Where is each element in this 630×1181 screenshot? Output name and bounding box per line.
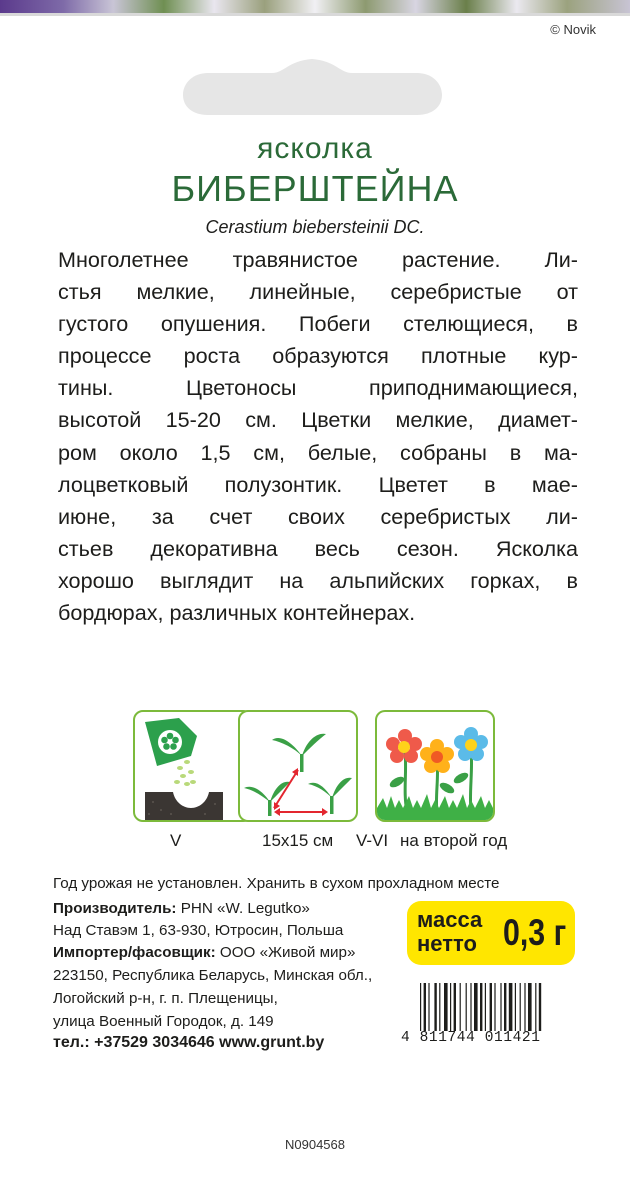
description-line: густого опушения. Побеги стелющиеся, в xyxy=(58,311,578,337)
barcode-digits: 4 811744 011421 xyxy=(401,1030,541,1046)
hang-tab-shape xyxy=(180,55,445,117)
producer-address: Над Ставэм 1, 63-930, Ютросин, Польша xyxy=(53,922,344,939)
importer-label: Импортер/фасовщик: xyxy=(53,944,216,961)
net-weight-badge xyxy=(407,901,575,965)
harvest-note: Год урожая не установлен. Хранить в сухом прохладном месте xyxy=(53,875,500,892)
producer-label: Производитель: xyxy=(53,900,177,917)
description-line: тины. Цветоносы приподнимающиеся, xyxy=(58,375,578,401)
batch-number: N0904568 xyxy=(285,1137,345,1152)
description-line: стьев декоративна весь сезон. Ясколка xyxy=(58,535,578,561)
barcode xyxy=(420,983,572,1031)
sowing-label: V xyxy=(170,831,182,850)
sowing-icon xyxy=(133,710,253,822)
contacts: тел.: +37529 3034646 www.grunt.by xyxy=(53,1034,325,1051)
description xyxy=(58,244,578,629)
latin-name: Cerastium biebersteinii DC. xyxy=(205,217,425,237)
description-line: процессе роста образуются плотные кур- xyxy=(58,343,578,369)
net-weight-value: 0,3 г xyxy=(503,912,567,953)
description-line: ром около 1,5 см, белые, собраны в ма- xyxy=(58,439,578,465)
flowering-period-label: V-VI xyxy=(356,831,389,850)
importer-value: ООО «Живой мир» xyxy=(219,944,356,961)
flowering-icon xyxy=(375,710,495,822)
address-line3: улица Военный Городок, д. 149 xyxy=(53,1013,274,1030)
importer-line xyxy=(53,944,355,961)
copyright-text: © Novik xyxy=(550,22,596,37)
description-line: стья мелкие, линейные, серебристые от xyxy=(58,279,578,305)
description-line: бордюрах, различных контейнерах. xyxy=(58,600,416,626)
description-line: Многолетнее травянистое растение. Ли- xyxy=(58,247,578,272)
producer-line xyxy=(53,900,310,917)
spacing-icon xyxy=(238,710,358,822)
description-line: лоцветковый полузонтик. Цветет в мае- xyxy=(58,471,578,497)
address-line1: 223150, Республика Беларусь, Минская обл., xyxy=(53,967,373,984)
product-title-line1: ясколка xyxy=(257,132,373,165)
net-weight-label-2: нетто xyxy=(417,931,477,956)
net-weight-label-1: масса xyxy=(417,907,483,932)
flowering-note-label: на второй год xyxy=(400,831,508,850)
description-line: высотой 15-20 см. Цветки мелкие, диамет- xyxy=(58,407,578,433)
address-line2: Логойский р-н, г. п. Плещеницы, xyxy=(53,990,278,1007)
producer-value: PHN «W. Legutko» xyxy=(180,900,310,917)
description-line: хорошо выглядит на альпийских горках, в xyxy=(58,567,578,593)
spacing-label: 15x15 см xyxy=(262,831,334,850)
description-line: июне, за счет своих серебристых ли- xyxy=(58,503,578,529)
flower-photo-strip xyxy=(0,0,630,16)
product-title-line2: БИБЕРШТЕЙНА xyxy=(171,168,459,209)
